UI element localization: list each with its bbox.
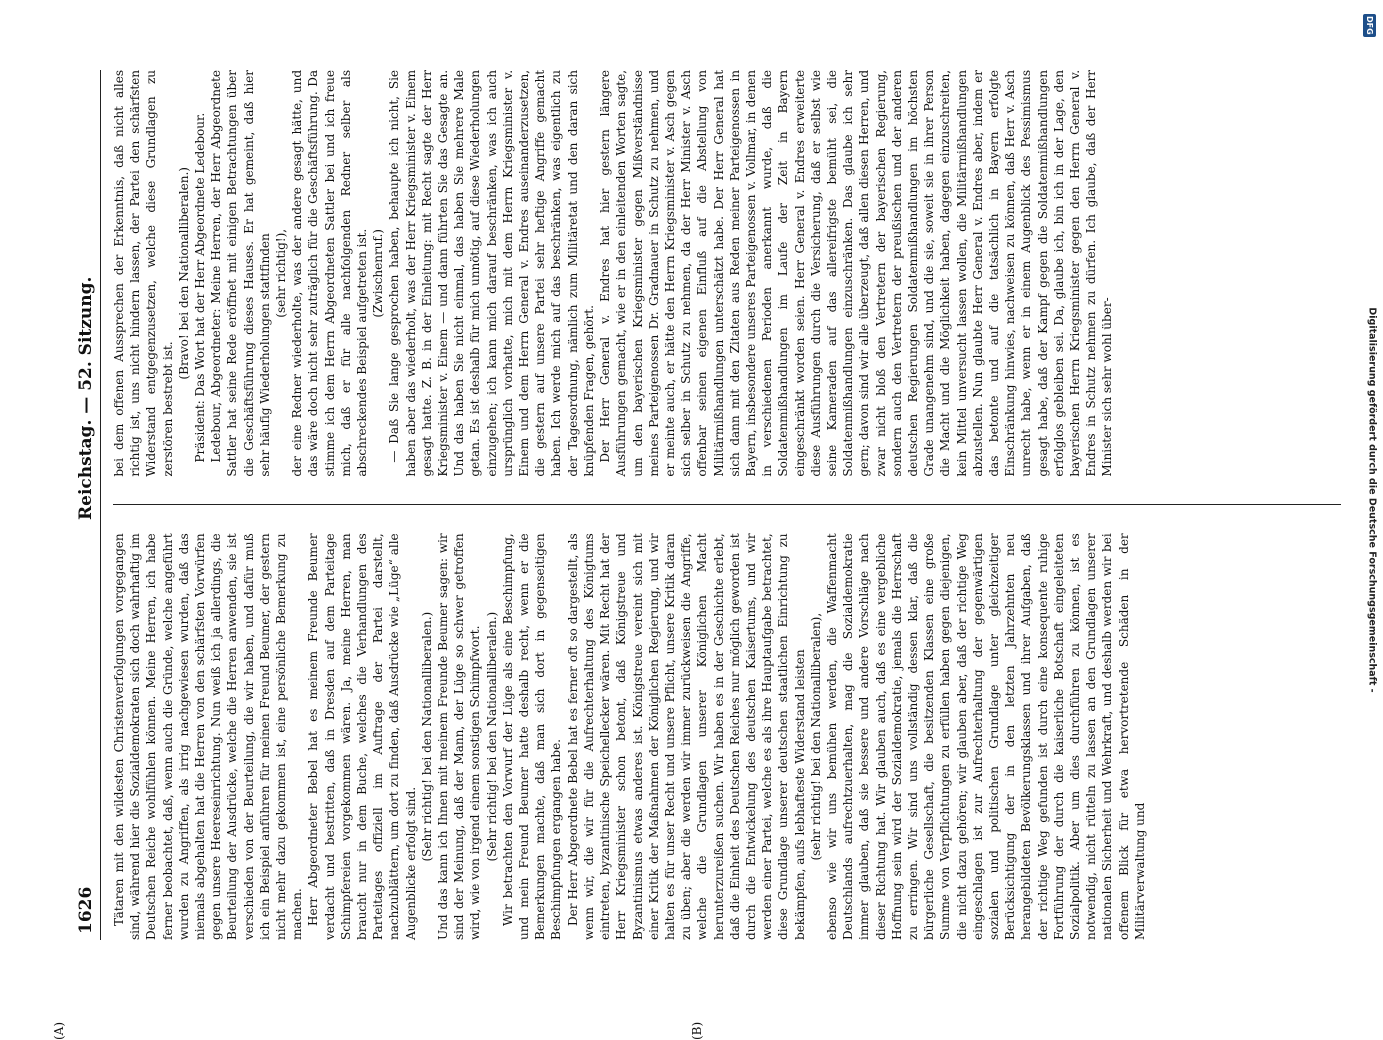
text-columns <box>111 70 1341 940</box>
paragraph: Herr Abgeordneter Bebel hat es meinem Freunde Beumer verdacht und bestritten, daß in Dresden auf dem Parteitage Schimpfereien vorgekommen wären. Ja, meine Herren, man braucht nur in dem Buche, welches die Verhandlungen des Parteitages offiziell im Auftrage der Partei darstellt, nachzublättern, um dort zu finden, daß Ausdrücke wie „Lüge“ alle Augenblicke erfolgt sind. <box>306 533 418 940</box>
credit-text: Digitalisierung gefördert durch die Deutsche Forschungsgemeinschaft - <box>1366 307 1378 693</box>
paragraph: Wir betrachten den Vorwurf der Lüge als eine Beschimpfung, und mein Freund Beumer hatte deshalb recht, wenn er die Bemerkungen machte, daß man sich dort in gegenseitigen Beschimpfungen ergangen habe. <box>500 533 564 940</box>
right-column <box>111 70 1341 477</box>
interjection: (sehr richtig!), <box>274 228 289 318</box>
page-number: 1626 <box>76 886 96 934</box>
page-header <box>62 70 101 940</box>
paragraph: ebenso wie wir uns bemühen werden, die Waffenmacht Deutschlands aufrechtzuerhalten, mag die Sozialdemokratie immer glauben, daß sie bessere und andere Vorschläge nach dieser Richtung hat. Wir glauben auch, daß es eine vergebliche Hoffnung sein wird der Sozialdemokratie, jemals die Herrschaft zu erringen. Wir sind uns vollständig dessen klar, daß die bürgerliche Gesellschaft, die besitzenden Klassen eine große Summe von Verpflichtungen zu erfüllen haben gegen diejenigen, die nicht dazu gehören; wir glauben aber, daß der richtige Weg eingeschlagen ist zur Aufrechterhaltung der gegenwärtigen sozialen und politischen Grundlage unter gleichzeitiger Berücksichtigung der in den letzten Jahrzehnten neu herangebildeten Bevölkerungsklassen und ihrer Aufgaben, daß der richtige Weg gefunden ist durch eine konsequente ruhige Fortführung der durch die kaiserliche Botschaft eingeleiteten Sozialpolitik. Aber um dies durchführen zu können, ist es notwendig, nicht rütteln zu lassen an den Grundlagen unserer nationalen Sicherheit und Wehrkraft, und deshalb werden wir bei offenem Blick für etwa hervortretende Schäden in der Militärverwaltung und <box>824 533 1147 940</box>
paragraph: Und das kann ich Ihnen mit meinem Freunde Beumer sagen: wir sind der Meinung, daß der Mann, der Lüge so schwer getroffen wird, wie von irgend einem sonstigen Schimpfwort. <box>436 533 483 940</box>
margin-marker-b: (B) <box>690 1021 704 1040</box>
left-column <box>111 533 1341 940</box>
speaker-paragraph: Ledebour, Abgeordneter: Meine Herren, der Herr Abgeordnete Sattler hat seine Rede eröffnet mit einigen Betrachtungen über die Geschäftsführung dieses Hauses. Er hat gemeint, daß hier sehr häufig Wiederholungen stattfinden <box>209 69 272 477</box>
paragraph: Der Herr General v. Endres hat hier gestern längere Ausführungen gemacht, wie er in den einleitenden Worten sagte, um den bayerischen Kriegsminister gegen Mißverständnisse meines Parteigenossen Dr. Gradnauer in Schutz zu nehmen, und er meinte auch, er hätte den Herrn Kriegsminister v. Asch gegen sich selber in Schutz zu nehmen, da der Herr Minister v. Asch offenbar seinen eigenen Einfluß auf die Abstellung von Militärmißhandlungen unterschätzt habe. Der Herr General hat sich dann mit den Zitaten aus Reden meiner Parteigenossen in Bayern, insbesondere unseres Parteigenossen v. Vollmar, in denen in verschiedenen Perioden anerkannt wurde, daß die Soldatenmißhandlungen im Laufe der Zeit in Bayern eingeschränkt worden seien. Herr General v. Endres erweiterte diese Ausführungen durch die Versicherung, daß er selbst wie seine Kameraden auf das allereifrigste bemüht sei, die Soldatenmißhandlungen einzuschränken. Das glaube ich sehr gern; davon sind wir alle überzeugt, daß allen diesen Herren, und zwar nicht bloß den Vertretern der bayerischen Regierung, sondern auch den Vertretern der preußischen und der anderen deutschen Regierungen Soldatenmißhandlungen im höchsten Grade unangenehm sind, und die sie, soweit sie in ihrer Person die Macht und die Möglichkeit haben, dagegen einzuschreiten, kein Mittel unversucht lassen wollen, die Militärmißhandlungen abzustellen. Nun glaubte Herr General v. Endres aber, indem er das betonte und auf die tatsächlich in Bayern erfolgte Einschränkung hinwies, nachweisen zu können, daß Herr v. Asch unrecht habe, wenn er in einem Augenblick des Pessimismus gesagt habe, daß der Kampf gegen die Soldatenmißhandlungen erfolglos gebleiben sei. Da, glaube ich, bin ich in der Lage, den bayerischen Herrn Kriegsminister gegen den Herrn General v. Endres in Schutz nehmen zu dürfen. Ich glaube, daß der Herr Minister sich sehr wohl über- <box>598 69 1115 477</box>
interjection: (Zwischenruf.) <box>371 229 386 318</box>
paragraph: der eine Redner wiederholte, was der andere gesagt hätte, und das wäre doch nicht sehr zuträglich für die Geschäftsführung. Da stimme ich dem Herrn Abgeordneten Sattler bei und ich freue mich, daß er für alle nachfolgenden Redner selber als abschreckendes Beispiel aufgetreten ist. <box>290 69 370 477</box>
margin-marker-a: (A) <box>52 1021 66 1040</box>
paragraph: Tätaren mit den wildesten Christenverfolgungen vorgegangen sind, während hier die Sozialdemokraten sich doch wahrhaftig im Deutschen Reiche wohlfühlen können. Meine Herren, ich habe ferner beobachtet, daß, wenn auch die Gründe, welche angeführt wurden zu Angriffen, als irrig nachgewiesen wurden, daß das niemals abgehalten hat die Herren von den schärfsten Vorwürfen gegen unsere Heereseinrichtung. Nun weiß ich ja allerdings, die Beurteilung der Ausdrücke, welche die Herren anwenden, sie ist verschieden von der Beurteilung, die wir haben, und dafür muß ich ein Beispiel anführen für meinen Freund Beumer, der gestern nicht mehr dazu gekommen ist, eine persönliche Bemerkung zu machen. <box>112 533 305 940</box>
session-title: Reichstag. — 52. Sitzung. <box>76 276 96 520</box>
interjection: (sehr richtig! bei den Nationalliberalen), <box>808 612 823 861</box>
dfg-logo: DFG <box>1365 16 1374 35</box>
paragraph: bei dem offenen Aussprechen der Erkenntnis, daß nicht alles richtig ist, uns nicht hindern lassen, der Partei den schärfsten Widerstand entgegenzusetzen, welche diese Grundlagen zu zerstören bestrebt ist. <box>112 69 175 477</box>
speaker-paragraph: Präsident: Das Wort hat der Herr Abgeordnete Ledebour. <box>193 112 208 463</box>
interjection: (Sehr richtig! bei den Nationalliberalen.) <box>484 611 499 862</box>
paragraph: — Daß Sie lange gesprochen haben, behaupte ich nicht, Sie haben aber das wiederholt, was der Herr Kriegsminister v. Einem gesagt hatte. Z. B. in der Einleitung: mit Recht sagte der Herr Kriegsminister v. Einem — und dann führten Sie das Gesagte an. Und das haben Sie nicht einmal, das haben Sie mehrere Male getan. Es ist deshalb für mich unnötig, auf diese Wiederholungen einzugehen; ich kann mich darauf beschränken, was ich auch ursprünglich vorhatte, mich mit dem Herrn Kriegsminister v. Einem und dem Herrn General v. Endres auseinanderzusetzen, die gestern auf unsere Partei sehr heftige Angriffe gemacht haben. Ich werde mich auf das beschränken, was eigentlich zu der Tagesordnung, nämlich zum Militäretat und den daran sich knüpfenden Fragen, gehört. <box>387 69 596 477</box>
paragraph: Der Herr Abgeordnete Bebel hat es ferner oft so dargestellt, als wenn wir, die wir für die Aufrechterhaltung des Königtums eintreten, byzantinische Speichellecker wären. Mit Recht hat der Herr Kriegsminister schon betont, daß Königstreue und Byzantinismus etwas anderes ist. Königstreue vereint sich mit einer Kritik der Maßnahmen der Königlichen Regierung, und wir halten es für unser Recht und unsere Pflicht, unsere Kritik daran zu üben; aber die werden wir immer zurückweisen die Angriffe, welche die Grundlagen unserer Königlichen Macht herunterzureißen suchen. Wir haben es in der Geschichte erlebt, daß die Einheit des Deutschen Reiches nur möglich geworden ist durch die Entwickelung des deutschen Kaisertums, und wir werden einer Partei, welche es als ihre Hauptaufgabe betrachtet, diese Grundlage unserer deutschen staatlichen Einrichtung zu bekämpfen, aufs lebhafteste Widerstand leisten <box>565 533 807 940</box>
column-divider <box>113 505 1341 506</box>
digitization-credit <box>1365 10 1379 990</box>
interjection: (Bravo! bei den Nationalliberalen.) <box>176 167 191 380</box>
interjection: (Sehr richtig! bei den Nationalliberalen.) <box>419 611 434 862</box>
